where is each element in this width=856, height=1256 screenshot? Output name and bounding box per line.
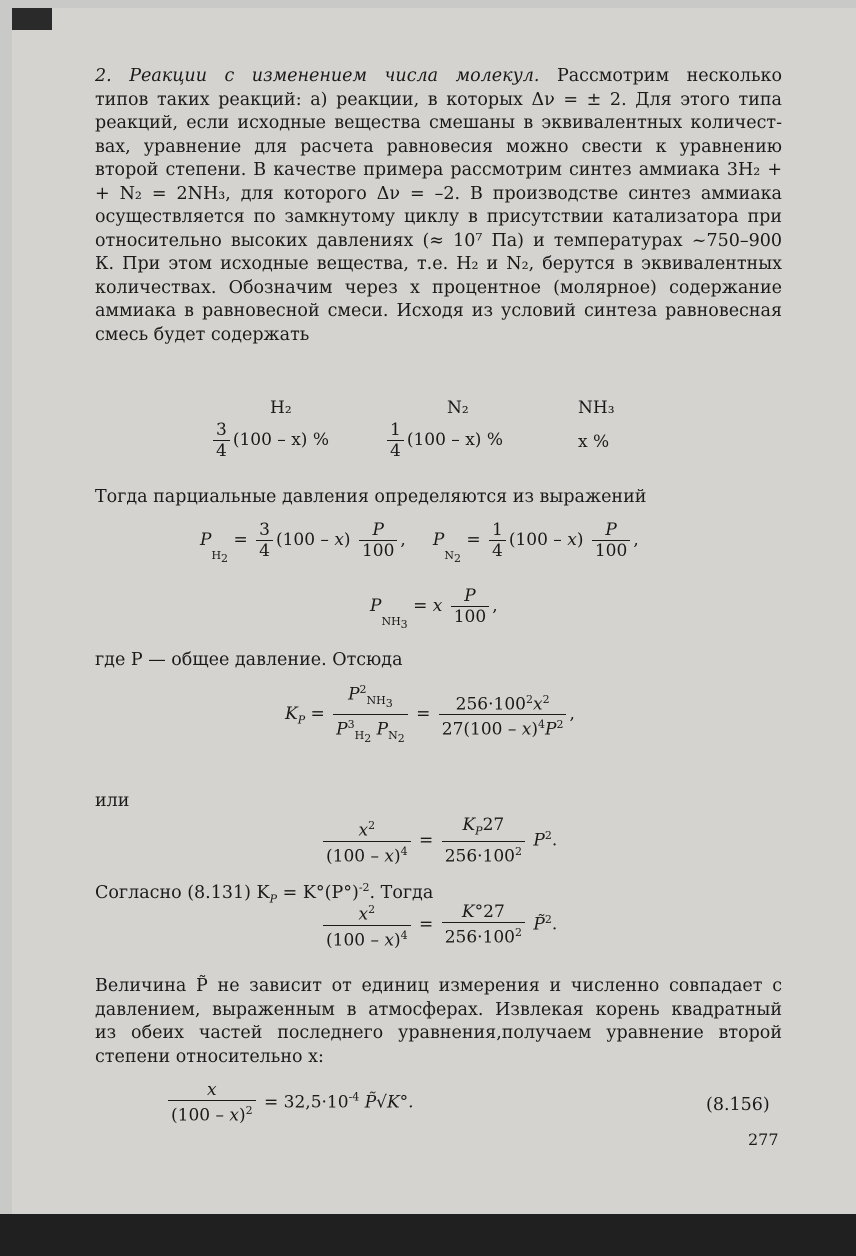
text-line: из обеих частей последнего уравнения,получаем уравнение второй	[95, 1023, 782, 1043]
scan-bottom-shadow	[0, 1214, 856, 1256]
section-lead: 2. Реакции с изменением числа молекул.	[95, 66, 540, 86]
text-line: + N₂ = 2NH₃, для которого Δν = –2. В производстве синтез аммиака	[95, 183, 782, 204]
final-exponent: -4	[348, 1090, 360, 1104]
final-tail: P̃√K°.	[364, 1092, 414, 1113]
equation-or: $\frac{x^2}{(100 - x)^4}$ = $\frac{K_P27}{256\cdot 100^2}$ $P^2$.	[320, 815, 557, 867]
text-line: осуществляется по замкнутому циклу в присутствии катализатора при	[95, 207, 782, 227]
text-where: где P — общее давление. Отсюда	[95, 650, 403, 670]
text-line: вах, уравнение для расчета равновесия можно свести к уравнению	[95, 136, 782, 157]
paragraph-intro	[95, 65, 782, 347]
equation-kp: $K_P$ = $\frac{P^2_{NH_3}}{P^3_{H_2} P_{N_2}}$ = $\frac{256\cdot 100^2x^2}{27(100 - x)^4P^2}$ ,	[285, 680, 575, 749]
text-line: степени относительно x:	[95, 1046, 324, 1067]
text-partial-pressures: Тогда парциальные давления определяются из выражений	[95, 487, 647, 507]
nh3-content: x %	[578, 432, 610, 452]
equation-tilde: $\frac{x^2}{(100 - x)^4}$ = $\frac{K^\circ 27}{256\cdot 100^2}$ P̃$^2$.	[320, 900, 557, 950]
equation-final: $\frac{x}{(100 - x)^2}$ = $32,5\cdot 10^{-4}$ P̃√K°.	[165, 1080, 414, 1126]
fraction-numerator: 3	[213, 420, 230, 441]
equation-partial-nh3: $P_{NH_3} = x$ $\frac{P}{100}$ ,	[370, 586, 498, 632]
fraction-denominator: 4	[216, 441, 227, 461]
text-line: смесь будет содержать	[95, 324, 310, 345]
equation-number: (8.156)	[706, 1095, 770, 1115]
text-line: типов таких реакций: а) реакции, в которых Δν = ± 2. Для этого типа	[95, 89, 782, 110]
h2-expression: (100 – x) %	[232, 430, 329, 450]
n2-header: N₂	[447, 398, 469, 418]
fraction-numerator: 1	[387, 420, 404, 441]
n2-content	[384, 420, 503, 461]
h2-content	[210, 420, 329, 461]
page-number: 277	[748, 1130, 779, 1149]
text-line: относительно высоких давлениях (≈ 10⁷ Па) и температурах ~750–900	[95, 230, 782, 251]
n2-expression: (100 – x) %	[406, 430, 503, 450]
scan-corner-shadow	[12, 8, 52, 30]
text-line: Величина P̃ не зависит от единиц измерения и численно совпадает с	[95, 976, 782, 996]
text-line: давлением, выраженным в атмосферах. Извлекая корень квадратный	[95, 999, 782, 1020]
text-line: реакций, если исходные вещества смешаны в эквивалентных количест-	[95, 113, 782, 133]
text-or: или	[95, 791, 130, 811]
text-according: Согласно (8.131) $K_P = K^\circ(P^\circ)^{-2}$. Тогда	[95, 881, 434, 906]
equation-partial-h2-n2: $P_{H_2}$ = $\frac{3}{4}$ (100 – x) $\frac{P}{100}$ , $P_{N_2}$ = $\frac{1}{4}$ (100 – x) $\frac{P}{100}$ ,	[200, 520, 639, 566]
paragraph-tilde	[95, 975, 782, 1069]
fraction-denominator: 4	[390, 441, 401, 461]
final-rhs: = 32,5·10	[264, 1092, 349, 1113]
text-line: К. При этом исходные вещества, т.е. H₂ и N₂, берутся в эквивалентных	[95, 254, 782, 274]
text-line: аммиака в равновесной смеси. Исходя из условий синтеза равновесная	[95, 301, 782, 321]
nh3-header: NH₃	[578, 398, 615, 418]
text-line: Рассмотрим несколько	[539, 66, 782, 86]
text-line: количествах. Обозначим через x процентное (молярное) содержание	[95, 277, 782, 298]
text-line: второй степени. В качестве примера рассмотрим синтез аммиака 3H₂ +	[95, 160, 782, 180]
h2-header: H₂	[270, 398, 292, 418]
